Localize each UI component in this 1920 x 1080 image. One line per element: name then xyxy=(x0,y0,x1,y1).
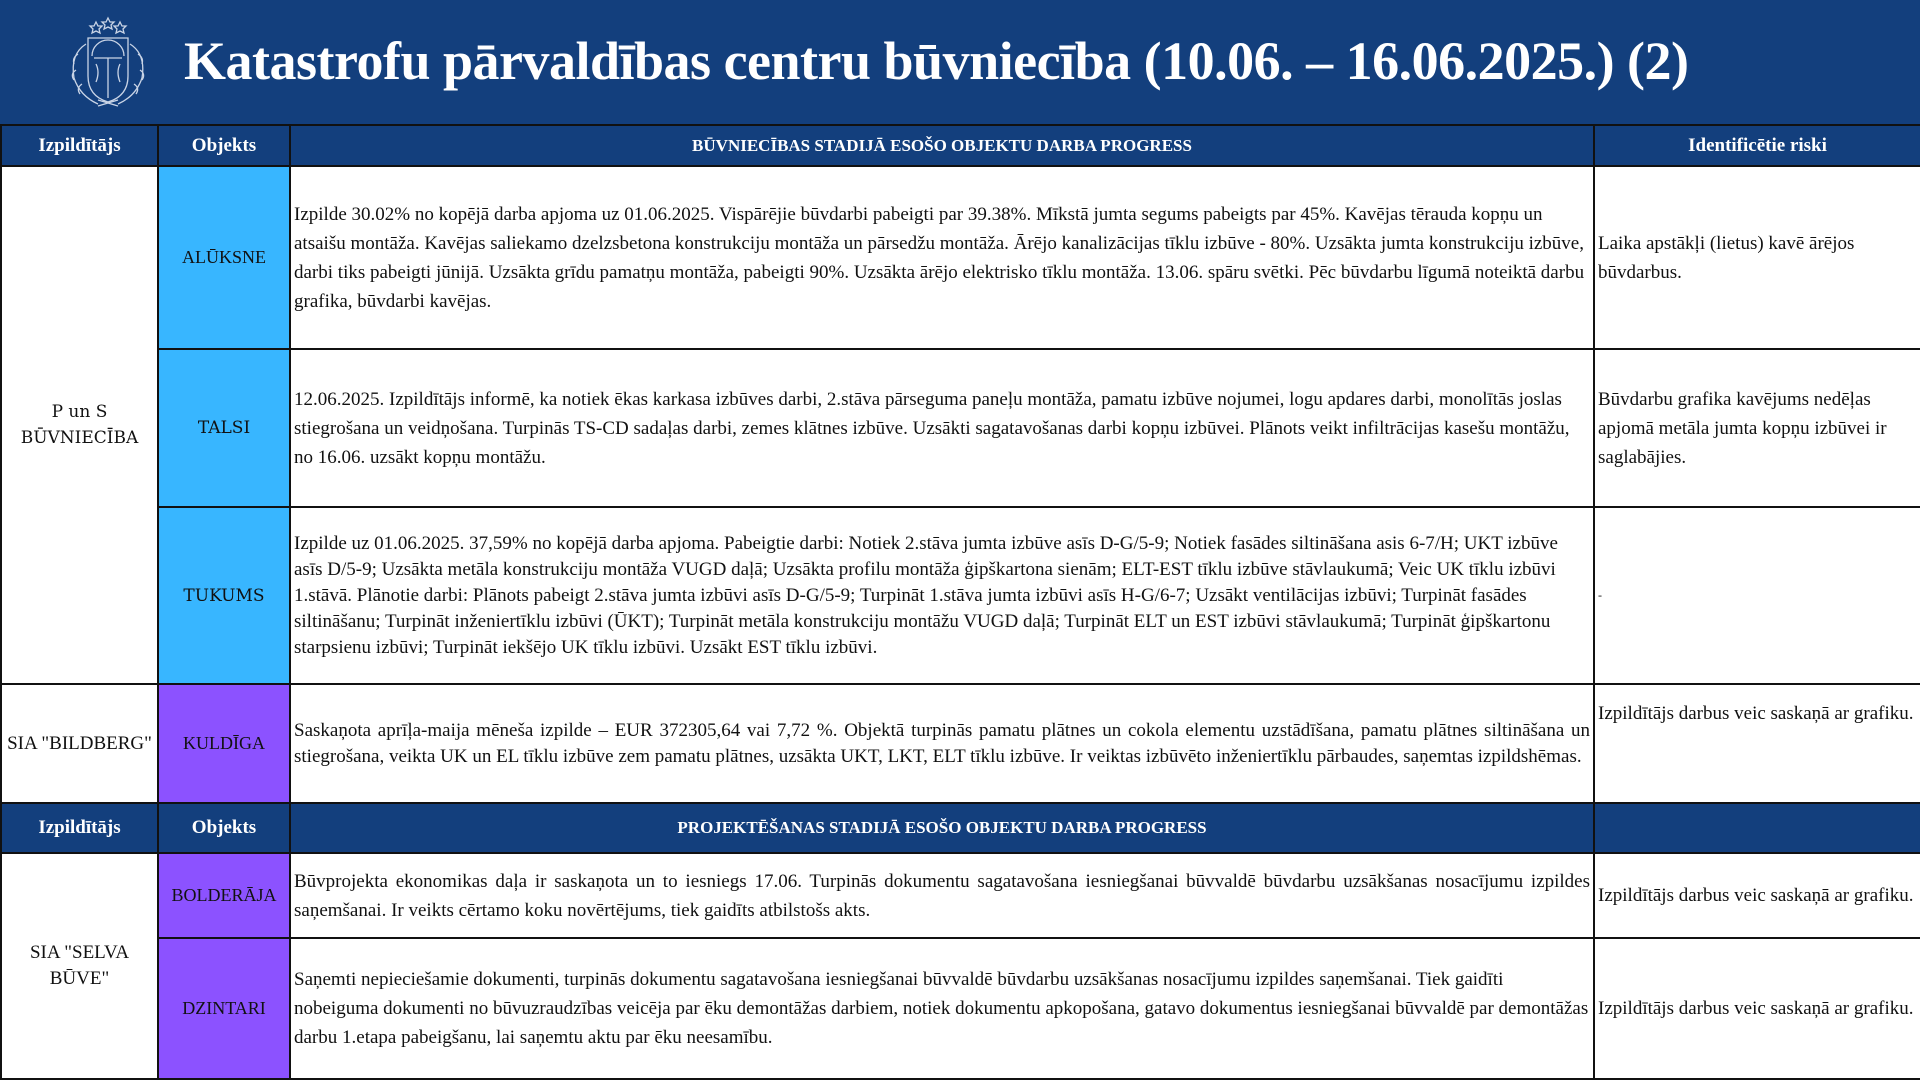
progress-cell: Saskaņota aprīļa-maija mēneša izpilde – EUR 372305,64 vai 7,72 %. Objektā turpinās pamatu plātnes un cokola elementu uzstādīšana, pamatu plātnes siltināšana un stiegrošana, veikta UK un EL tīklu izbūve zem pamatu plātnes, uzsākta UKT, LKT, ELT tīklu izbūve. Ir veiktas izbūvēto inženiertīklu pārbaudes, saņemtas izpildshēmas. xyxy=(290,684,1594,803)
executor-cell: SIA "SELVA BŪVE" xyxy=(1,853,158,1079)
column-header-design-progress: PROJEKTĒŠANAS STADIJĀ ESOŠO OBJEKTU DARBA PROGRESS xyxy=(290,803,1594,853)
object-cell-talsi: TALSI xyxy=(158,349,290,507)
progress-cell: Izpilde uz 01.06.2025. 37,59% no kopējā darba apjoma. Pabeigtie darbi: Notiek 2.stāva jumta izbūve asīs D-G/5-9; Notiek fasādes siltināšana asis 6-7/H; UKT izbūve asīs D/5-9; Uzsākta metāla konstrukciju montāža VUGD daļā; Uzsākta profilu montāža ģipškartona sienām; ELT-EST tīklu izbūve stāvlaukumā; Veic UK tīklu izbūvi 1.stāvā. Plānotie darbi: Plānots pabeigt 2.stāva jumta izbūvi asīs D-G/5-9; Turpināt 1.stāva jumta izbūvi asīs H-G/6-7; Uzsākt ventilācijas izbūvi; Turpināt fasādes siltināšanu; Turpināt inženiertīklu izbūvi (ŪKT); Turpināt metāla konstrukciju montāžu VUGD daļā; Turpināt ELT un EST izbūvi stāvlaukumā; Turpināt ģipškartonu starpsienu izbūvi; Turpināt iekšējo UK tīklu izbūvi. Uzsākt EST tīklu izbūvi. xyxy=(290,507,1594,684)
object-cell-tukums: TUKUMS xyxy=(158,507,290,684)
object-cell-dzintari: DZINTARI xyxy=(158,938,290,1079)
risk-cell: Izpildītājs darbus veic saskaņā ar grafiku. xyxy=(1594,853,1920,938)
column-header-executor: Izpildītājs xyxy=(1,803,158,853)
risk-cell: Būvdarbu grafika kavējums nedēļas apjomā metāla jumta kopņu izbūvei ir saglabājies. xyxy=(1594,349,1920,507)
table-row-bolderaja xyxy=(1,853,1920,938)
design-header-row xyxy=(1,803,1920,853)
risk-cell: Izpildītājs darbus veic saskaņā ar grafiku. xyxy=(1594,938,1920,1079)
column-header-risks: Identificētie riski xyxy=(1594,125,1920,166)
latvia-coat-of-arms-icon xyxy=(58,14,158,112)
title-banner xyxy=(0,0,1920,124)
risk-cell: Izpildītājs darbus veic saskaņā ar grafiku. xyxy=(1594,684,1920,803)
column-header-risks-empty xyxy=(1594,803,1920,853)
table-row-dzintari xyxy=(1,938,1920,1079)
object-cell-bolderaja: BOLDERĀJA xyxy=(158,853,290,938)
object-cell-aluksne: ALŪKSNE xyxy=(158,166,290,349)
construction-header-row xyxy=(1,125,1920,166)
risk-cell: Laika apstākļi (lietus) kavē ārējos būvdarbus. xyxy=(1594,166,1920,349)
column-header-executor: Izpildītājs xyxy=(1,125,158,166)
executor-cell: SIA "BILDBERG" xyxy=(1,684,158,803)
progress-cell: Saņemti nepieciešamie dokumenti, turpinās dokumentu sagatavošana iesniegšanai būvvaldē būvdarbu uzsākšanas nosacījumu izpildes saņemšanai. Tiek gaidīti nobeiguma dokumenti no būvuzraudzības veicēja par ēku demontāžas darbiem, notiek dokumentu apkopošana, gatavo dokumentus iesniegšanai būvvaldē par demontāžas darbu 1.etapa pabeigšanu, lai saņemtu aktu par ēku neesamību. xyxy=(290,938,1594,1079)
progress-cell: Izpilde 30.02% no kopējā darba apjoma uz 01.06.2025. Vispārējie būvdarbi pabeigti par 39.38%. Mīkstā jumta segums pabeigts par 45%. Kavējas tērauda kopņu un atsaišu montāža. Kavējas saliekamo dzelzsbetona konstrukciju montāža un pārsedžu montāža. Ārējo kanalizācijas tīklu izbūve - 80%. Uzsākta jumta konstrukciju izbūve, darbi tiks pabeigti jūnijā. Uzsākta grīdu pamatņu montāža, pabeigti 90%. Uzsākta ārējo elektrisko tīklu montāža. 13.06. spāru svētki. Pēc būvdarbu līgumā noteiktā darbu grafika, būvdarbi kavējas. xyxy=(290,166,1594,349)
progress-table xyxy=(0,124,1920,1080)
column-header-object: Objekts xyxy=(158,803,290,853)
column-header-construction-progress: BŪVNIECĪBAS STADIJĀ ESOŠO OBJEKTU DARBA PROGRESS xyxy=(290,125,1594,166)
page-title: Katastrofu pārvaldības centru būvniecība (10.06. – 16.06.2025.) (2) xyxy=(184,31,1689,91)
column-header-object: Objekts xyxy=(158,125,290,166)
progress-cell: Būvprojekta ekonomikas daļa ir saskaņota un to iesniegs 17.06. Turpinās dokumentu sagatavošana iesniegšanai būvvaldē būvdarbu uzsākšanas nosacījumu izpildes saņemšanai. Ir veikts cērtamo koku novērtējums, tiek gaidīts atbilstošs akts. xyxy=(290,853,1594,938)
table-row-tukums xyxy=(1,507,1920,684)
table-row-aluksne xyxy=(1,166,1920,349)
risk-cell: - xyxy=(1594,507,1920,684)
executor-cell: P un S BŪVNIECĪBA xyxy=(1,166,158,684)
table-row-talsi xyxy=(1,349,1920,507)
object-cell-kuldiga: KULDĪGA xyxy=(158,684,290,803)
table-row-kuldiga xyxy=(1,684,1920,803)
progress-cell: 12.06.2025. Izpildītājs informē, ka notiek ēkas karkasa izbūves darbi, 2.stāva pārseguma paneļu montāža, pamatu izbūve nojumei, logu apdares darbi, monolītās joslas stiegrošana un veidņošana. Turpinās TS-CD sadaļas darbi, zemes klātnes izbūve. Uzsākti sagatavošanas darbi kopņu izbūvei. Plānots veikt infiltrācijas kasešu montāžu, no 16.06. uzsākt kopņu montāžu. xyxy=(290,349,1594,507)
